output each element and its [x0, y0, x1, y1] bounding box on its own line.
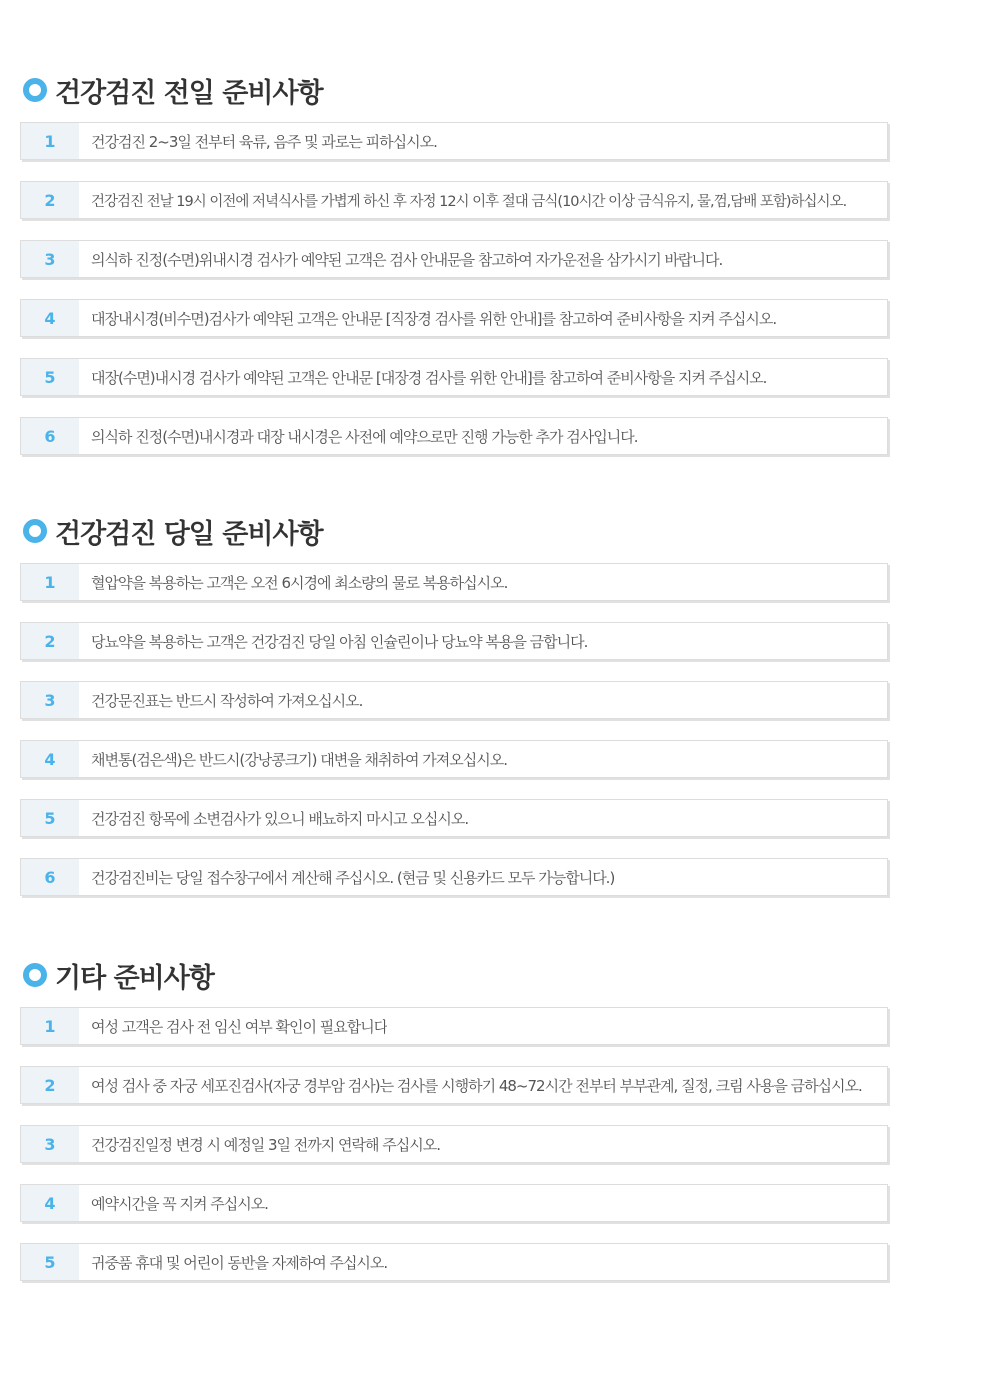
item-number: 3	[21, 241, 79, 277]
ring-bullet-icon	[23, 519, 47, 543]
list-item	[20, 858, 888, 896]
item-text: 건강검진 항목에 소변검사가 있으니 배뇨하지 마시고 오십시오.	[91, 809, 469, 828]
section-title: 건강검진 전일 준비사항	[55, 77, 323, 109]
item-number: 4	[21, 300, 79, 336]
item-list	[20, 1007, 888, 1302]
section-other	[20, 955, 888, 1272]
list-item	[20, 799, 888, 837]
list-item	[20, 358, 888, 396]
item-number: 1	[21, 564, 79, 600]
item-number: 6	[21, 418, 79, 454]
list-item	[20, 740, 888, 778]
item-number: 5	[21, 1244, 79, 1280]
section-header	[20, 70, 888, 110]
item-text: 귀중품 휴대 및 어린이 동반을 자제하여 주십시오.	[91, 1253, 388, 1272]
section-title: 기타 준비사항	[55, 962, 214, 994]
item-number: 2	[21, 623, 79, 659]
item-text: 혈압약을 복용하는 고객은 오전 6시경에 최소량의 물로 복용하십시오.	[91, 573, 508, 592]
section-title: 건강검진 당일 준비사항	[55, 518, 323, 550]
item-text: 건강문진표는 반드시 작성하여 가져오십시오.	[91, 691, 363, 710]
list-item	[20, 240, 888, 278]
item-text: 여성 고객은 검사 전 임신 여부 확인이 필요합니다	[91, 1017, 388, 1036]
item-number: 3	[21, 1126, 79, 1162]
section-pre-checkup	[20, 70, 888, 446]
ring-bullet-icon	[23, 78, 47, 102]
item-text: 건강검진 전날 19시 이전에 저녁식사를 가볍게 하신 후 자정 12시 이후 절대 금식(10시간 이상 금식유지, 물,껌,담배 포함)하십시오.	[91, 193, 847, 210]
list-item	[20, 563, 888, 601]
item-number: 5	[21, 800, 79, 836]
list-item	[20, 299, 888, 337]
list-item	[20, 622, 888, 660]
item-text: 대장(수면)내시경 검사가 예약된 고객은 안내문 [대장경 검사를 위한 안내]를 참고하여 준비사항을 지켜 주십시오.	[91, 368, 767, 387]
section-header	[20, 955, 888, 995]
item-text: 의식하 진정(수면)위내시경 검사가 예약된 고객은 검사 안내문을 참고하여 자가운전을 삼가시기 바랍니다.	[91, 250, 723, 269]
item-text: 예약시간을 꼭 지켜 주십시오.	[91, 1194, 268, 1213]
list-item	[20, 122, 888, 160]
item-number: 6	[21, 859, 79, 895]
item-list	[20, 563, 888, 917]
item-text: 여성 검사 중 자궁 세포진검사(자궁 경부암 검사)는 검사를 시행하기 48~72시간 전부터 부부관계, 질정, 크림 사용을 금하십시오.	[91, 1076, 862, 1095]
item-number: 4	[21, 1185, 79, 1221]
list-item	[20, 1007, 888, 1045]
ring-bullet-icon	[23, 963, 47, 987]
item-text: 당뇨약을 복용하는 고객은 건강검진 당일 아침 인슐린이나 당뇨약 복용을 금합니다.	[91, 632, 588, 651]
list-item	[20, 1066, 888, 1104]
item-list	[20, 122, 888, 476]
list-item	[20, 1125, 888, 1163]
item-number: 3	[21, 682, 79, 718]
item-text: 건강검진일정 변경 시 예정일 3일 전까지 연락해 주십시오.	[91, 1135, 440, 1154]
item-number: 2	[21, 1067, 79, 1103]
item-text: 건강검진 2~3일 전부터 육류, 음주 및 과로는 피하십시오.	[91, 132, 437, 151]
item-text: 채변통(검은색)은 반드시(강낭콩크기) 대변을 채취하여 가져오십시오.	[91, 750, 507, 769]
list-item	[20, 1243, 888, 1281]
item-text: 의식하 진정(수면)내시경과 대장 내시경은 사전에 예약으로만 진행 가능한 추가 검사입니다.	[91, 427, 638, 446]
list-item	[20, 681, 888, 719]
item-text: 건강검진비는 당일 접수창구에서 계산해 주십시오. (현금 및 신용카드 모두 가능합니다.)	[91, 868, 615, 887]
list-item	[20, 181, 888, 219]
item-number: 1	[21, 1008, 79, 1044]
section-checkup-day	[20, 511, 888, 887]
item-number: 1	[21, 123, 79, 159]
item-number: 4	[21, 741, 79, 777]
item-text: 대장내시경(비수면)검사가 예약된 고객은 안내문 [직장경 검사를 위한 안내]를 참고하여 준비사항을 지켜 주십시오.	[91, 309, 777, 328]
item-number: 2	[21, 182, 79, 218]
list-item	[20, 417, 888, 455]
section-header	[20, 511, 888, 551]
item-number: 5	[21, 359, 79, 395]
list-item	[20, 1184, 888, 1222]
